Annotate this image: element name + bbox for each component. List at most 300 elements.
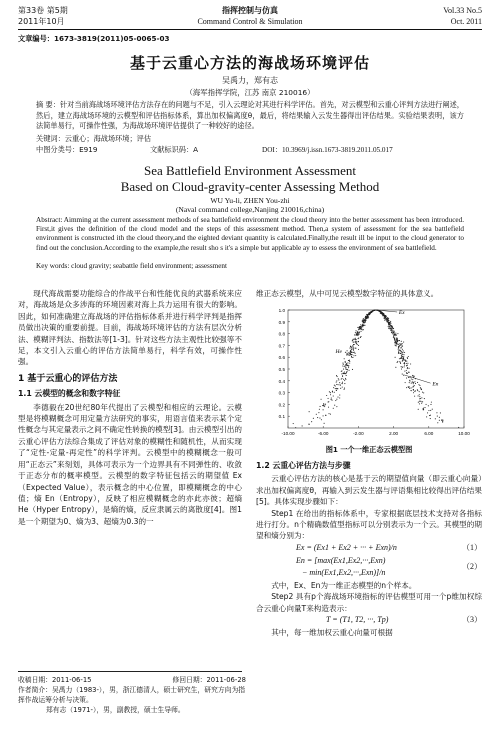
section-1-2-paragraph: 云重心评估方法的核心是基于云的期望值向量（即云重心向量）求出加权偏离度θ，再输入到云发生器与评语集相比较得出评估结果[5]。具体实现步骤如下： — [256, 474, 482, 507]
cloud-drop — [302, 425, 303, 426]
cloud-drop — [396, 342, 397, 343]
cloud-drop — [401, 352, 402, 353]
cloud-drop — [295, 427, 296, 428]
cloud-drop — [353, 355, 354, 356]
plot-frame — [288, 310, 464, 428]
paper-title-cn: 基于云重心方法的海战场环境评估 — [129, 54, 370, 72]
author-info-2: 郑有志（1971-），男，副教授，硕士生导师。 — [46, 706, 185, 714]
cloud-drop — [397, 362, 398, 363]
cloud-drop — [399, 358, 400, 359]
y-tick-label: 0.4 — [278, 378, 285, 384]
cloud-drop — [407, 367, 408, 368]
cloud-drop — [432, 409, 433, 410]
cloud-drop — [393, 333, 394, 334]
equation-2-line-2 — [256, 561, 482, 580]
cloud-drop — [396, 345, 397, 346]
cloud-drop — [338, 379, 339, 380]
equation-1 — [256, 542, 482, 555]
figure-intro-text: 维正态云模型，从中可见云模型数字特征的具体意义。 — [256, 289, 439, 298]
cloud-drop — [293, 423, 294, 424]
cloud-drop — [351, 347, 352, 348]
cloud-drop — [418, 402, 419, 403]
cloud-drop — [346, 375, 347, 376]
cloud-drop — [409, 388, 410, 389]
cloud-drop — [345, 352, 346, 353]
cloud-drop — [402, 361, 403, 362]
cloud-drop — [348, 367, 349, 368]
cloud-drop — [411, 387, 412, 388]
cloud-drop — [347, 350, 348, 351]
cloud-drop — [321, 419, 322, 420]
cloud-drop — [360, 336, 361, 337]
received-date: 收稿日期：2011-06-15 — [18, 676, 92, 684]
cloud-drop — [345, 368, 346, 369]
cloud-drop — [366, 318, 367, 319]
cloud-drop — [347, 365, 348, 366]
cloud-drop — [347, 362, 348, 363]
cloud-drop — [404, 365, 405, 366]
cloud-drop — [385, 316, 386, 317]
cloud-drop — [364, 320, 365, 321]
intro-paragraph: 现代海战需要功能综合的作战平台和性能优良的武器系统来应对，海战场是众多涉海的环境因素对海上兵力运用有很大的影响。因此，如何准确建立海战场的评估指标体系并进行科学评判是指挥员做出决策的重要前提。目前，海战场环境评估的方法有层次分析法、模糊评判法、指数法等[1-3]。针对这些方法主观性比较强等不足，本文引入云重心的评估方法简单易行，科学有效，可操作性强。 — [18, 289, 242, 367]
cloud-drop — [334, 392, 335, 393]
cloud-drop — [382, 313, 383, 314]
cloud-drop — [350, 351, 351, 352]
y-tick-label: 0.3 — [278, 390, 285, 396]
cloud-drop — [402, 374, 403, 375]
cloud-drop — [402, 354, 403, 355]
cloud-drop — [419, 401, 420, 402]
cloud-drop — [403, 359, 404, 360]
cloud-drop — [359, 332, 360, 333]
volume-en: Vol.33 No.5 — [443, 6, 482, 15]
cloud-drop — [371, 312, 372, 313]
cloud-drop — [345, 364, 346, 365]
cloud-drop — [354, 339, 355, 340]
cloud-drop — [330, 392, 331, 393]
cloud-drop — [336, 384, 337, 385]
y-tick-label: 0.8 — [278, 331, 285, 337]
cloud-drop — [353, 346, 354, 347]
cloud-drop — [395, 340, 396, 341]
equation-2-body-a: En = [max(Ex1,Ex2,···,Exn) — [296, 555, 386, 565]
cloud-drop — [431, 402, 432, 403]
cloud-drop — [323, 415, 324, 416]
section-1-1-paragraph: 李德毅在20世纪80年代提出了云模型和相应的云理论。云模型是将模糊概念可用定量方法研究的事实，用语言值来表示某个定性概念与其定量表示之间不确定性转换的模型[3]。由云模型引出的云重心评估方法综合集成了评估对象的模糊性和随机性，从而实现了“定性-定量-再定性”的科学评判。云模型中的模糊概念一般可用“正态云”来刻划，具体可表示为一个边界具有不同弹性的、收敛于正态分布的概率模型。云模型的数字特征包括云的期望值 Ex（Expected Value），表示概念的中心位置，即模糊概念的中心值；熵 En（Entropy），反映了相应模糊概念的亦此亦彼；超熵 He（Hyper Entropy），是熵的熵，反应隶属云的离散度[4]。图1是一个期望为0、熵为3、超熵为0.3的一 — [18, 402, 242, 526]
cloud-drop — [340, 385, 341, 386]
equation-2-body-b: − min(Ex1,Ex2,···,Exn)]/n — [302, 567, 386, 577]
cloud-drop — [353, 350, 354, 351]
cloud-drop — [412, 387, 413, 388]
cloud-drop — [336, 399, 337, 400]
figure-1 — [266, 304, 472, 442]
cloud-drop — [342, 375, 343, 376]
cloud-drop — [355, 355, 356, 356]
formula-note: 式中，Ex、En为一维正态模型的n个样本。 — [271, 580, 417, 590]
cloud-drop — [357, 327, 358, 328]
cloud-drop — [348, 365, 349, 366]
cloud-drop — [401, 347, 402, 348]
cloud-drop — [409, 382, 410, 383]
cloud-drop — [403, 354, 404, 355]
cloud-drop — [402, 352, 403, 353]
y-tick-label: 0.2 — [278, 402, 285, 408]
cloud-drop — [349, 361, 350, 362]
cloud-drop — [357, 335, 358, 336]
paper-title-en-line1: Sea Battlefield Environment Assessment — [144, 163, 356, 178]
cloud-drop — [311, 421, 312, 422]
cloud-drop — [359, 333, 360, 334]
right-column-body — [256, 460, 482, 638]
cloud-drop — [360, 331, 361, 332]
cloud-drop — [357, 344, 358, 345]
cloud-drop — [345, 362, 346, 363]
cloud-drop — [363, 320, 364, 321]
cloud-drop — [335, 388, 336, 389]
y-tick-label: 0.5 — [278, 367, 285, 372]
cloud-drop — [406, 387, 407, 388]
cloud-drop — [383, 315, 384, 316]
cloud-drop — [336, 382, 337, 383]
cloud-drop — [346, 369, 347, 370]
cloud-drop — [338, 384, 339, 385]
cloud-drop — [382, 314, 383, 315]
annotation-en: En — [432, 381, 439, 388]
cloud-drop — [355, 332, 356, 333]
cloud-drop — [412, 381, 413, 382]
cloud-drop — [345, 379, 346, 380]
cloud-drop — [350, 346, 351, 347]
cloud-drop — [319, 418, 320, 419]
cloud-drop — [342, 383, 343, 384]
x-tick-label: -10.00 — [281, 431, 295, 436]
cloud-drop — [394, 339, 395, 340]
date-en: Oct. 2011 — [450, 17, 482, 26]
cloud-drop — [401, 341, 402, 342]
cloud-drop — [428, 410, 429, 411]
cloud-drop — [318, 412, 319, 413]
cloud-drop — [413, 376, 414, 377]
cloud-drop — [379, 311, 380, 312]
cloud-drop — [392, 333, 393, 334]
cloud-drop — [358, 349, 359, 350]
cloud-drop — [422, 392, 423, 393]
cloud-drop — [399, 361, 400, 362]
cloud-drop — [418, 384, 419, 385]
cloud-drop — [409, 380, 410, 381]
cloud-drop — [356, 334, 357, 335]
cloud-drop — [336, 390, 337, 391]
cloud-drop — [458, 427, 459, 428]
cloud-drop — [401, 351, 402, 352]
y-tick-label: 0.6 — [278, 355, 285, 361]
cloud-drop — [321, 399, 322, 400]
cloud-drop — [313, 418, 314, 419]
cloud-drop — [437, 416, 438, 417]
cloud-drop — [335, 385, 336, 386]
cloud-drop — [345, 361, 346, 362]
cloud-drop — [407, 373, 408, 374]
cloud-drop — [333, 387, 334, 388]
cloud-drop — [337, 376, 338, 377]
cloud-drop — [406, 373, 407, 374]
cloud-drop — [406, 363, 407, 364]
cloud-drop — [442, 421, 443, 422]
cloud-drop — [358, 334, 359, 335]
cloud-drop — [362, 329, 363, 330]
cloud-drop — [328, 402, 329, 403]
cloud-drop — [346, 353, 347, 354]
cloud-drop — [341, 370, 342, 371]
cloud-drop — [403, 375, 404, 376]
cloud-drop — [421, 403, 422, 404]
cloud-drop — [440, 412, 441, 413]
cloud-drop — [421, 397, 422, 398]
cloud-drop — [408, 356, 409, 357]
cloud-drop — [428, 405, 429, 406]
cloud-drop — [325, 404, 326, 405]
cloud-drop — [352, 348, 353, 349]
cloud-drop — [339, 395, 340, 396]
x-tick-label: -2.00 — [353, 431, 364, 436]
cloud-drop — [412, 379, 413, 380]
keywords-en: Key words: cloud gravity; seabattle field environment; assessment — [36, 262, 228, 270]
cloud-drop — [419, 398, 420, 399]
cloud-drop — [324, 405, 325, 406]
cloud-drop — [399, 350, 400, 351]
cloud-drop — [373, 310, 374, 311]
cloud-drop — [343, 373, 344, 374]
cloud-drop — [353, 347, 354, 348]
cloud-drop — [395, 333, 396, 334]
cloud-drop — [384, 320, 385, 321]
cloud-drop — [397, 333, 398, 334]
cloud-drop — [342, 382, 343, 383]
cloud-drop — [437, 422, 438, 423]
cloud-drop — [317, 417, 318, 418]
cloud-drop — [337, 397, 338, 398]
cloud-drop — [403, 350, 404, 351]
cloud-drop — [384, 318, 385, 319]
cloud-drop — [336, 375, 337, 376]
keywords-cn: 关键词：云重心；海战场环境；评估 — [36, 134, 152, 143]
cloud-drop — [387, 321, 388, 322]
cloud-drop — [404, 363, 405, 364]
cloud-drop — [400, 358, 401, 359]
date-cn: 2011年10月 — [18, 17, 65, 26]
cloud-drop — [328, 407, 329, 408]
cloud-drop — [442, 420, 443, 421]
cloud-drop — [344, 371, 345, 372]
cloud-drop — [341, 373, 342, 374]
cloud-drop — [330, 394, 331, 395]
cloud-drop — [386, 320, 387, 321]
cloud-drop — [414, 396, 415, 397]
cloud-drop — [399, 340, 400, 341]
cloud-drop — [413, 389, 414, 390]
cloud-drop — [354, 352, 355, 353]
cloud-drop — [406, 361, 407, 362]
cloud-drop — [402, 343, 403, 344]
cloud-drop — [334, 385, 335, 386]
cloud-drop — [367, 316, 368, 317]
cloud-drop — [351, 346, 352, 347]
cloud-drop — [406, 377, 407, 378]
equation-3-number: （3） — [462, 615, 482, 625]
cloud-drop — [403, 341, 404, 342]
cloud-drop — [419, 385, 420, 386]
cloud-drop — [419, 396, 420, 397]
cloud-drop — [355, 330, 356, 331]
cloud-drop — [419, 403, 420, 404]
section-1-1-heading: 1.1 云模型的概念和数字特征 — [18, 389, 121, 399]
cloud-drop — [389, 326, 390, 327]
cloud-drop — [391, 328, 392, 329]
cloud-drop — [367, 315, 368, 316]
cloud-drop — [388, 326, 389, 327]
cloud-drop — [419, 394, 420, 395]
cloud-drop — [413, 383, 414, 384]
cloud-drop — [388, 318, 389, 319]
cloud-drop — [400, 363, 401, 364]
cloud-drop — [408, 377, 409, 378]
cloud-drop — [355, 341, 356, 342]
cloud-drop — [363, 329, 364, 330]
cloud-drop — [407, 368, 408, 369]
cloud-drop — [418, 409, 419, 410]
cloud-drop — [353, 352, 354, 353]
cloud-drop — [361, 328, 362, 329]
cloud-drop — [398, 349, 399, 350]
cloud-drop — [345, 378, 346, 379]
cloud-drop — [362, 324, 363, 325]
cloud-drop — [324, 406, 325, 407]
cloud-drop — [426, 404, 427, 405]
cloud-drop — [346, 364, 347, 365]
cloud-drop — [349, 348, 350, 349]
section-1-2-heading: 1.2 云重心评估方法与步骤 — [256, 461, 351, 470]
cloud-drop — [349, 370, 350, 371]
cloud-drop — [406, 370, 407, 371]
cloud-drop — [392, 328, 393, 329]
paper-title-en-line2: Based on Cloud-gravity-center Assessing Method — [120, 179, 380, 194]
cloud-drop — [360, 324, 361, 325]
cloud-drop — [356, 343, 357, 344]
cloud-drop — [396, 343, 397, 344]
cloud-drop — [423, 392, 424, 393]
cloud-drop — [346, 363, 347, 364]
cloud-drop — [356, 333, 357, 334]
volume-cn: 第33卷 第5期 — [18, 6, 68, 15]
cloud-drop — [334, 405, 335, 406]
cloud-drop — [354, 341, 355, 342]
cloud-drop — [372, 311, 373, 312]
cloud-drop — [360, 337, 361, 338]
cloud-drop — [390, 330, 391, 331]
cloud-drop — [325, 415, 326, 416]
cloud-drop — [441, 420, 442, 421]
cloud-drop — [340, 388, 341, 389]
cloud-drop — [429, 415, 430, 416]
cloud-drop — [404, 366, 405, 367]
cloud-drop — [417, 382, 418, 383]
cloud-drop — [404, 371, 405, 372]
equation-1-number: （1） — [462, 542, 482, 552]
cloud-drop — [331, 399, 332, 400]
footnote-rule — [18, 671, 242, 672]
cloud-drop — [383, 314, 384, 315]
affiliation-cn: （海军指挥学院，江苏 南京 210016） — [185, 88, 315, 97]
right-column-top — [256, 288, 482, 299]
cloud-drop — [386, 319, 387, 320]
last-paragraph: 其中，每一维加权云重心向量可根据 — [271, 628, 393, 638]
cloud-drop — [394, 342, 395, 343]
cloud-drop — [344, 383, 345, 384]
y-tick-label: 0.7 — [278, 343, 285, 349]
cloud-drop — [398, 347, 399, 348]
cloud-drop — [401, 358, 402, 359]
cloud-drop — [354, 334, 355, 335]
y-tick-label: 1.0 — [278, 308, 285, 313]
cloud-drop — [413, 392, 414, 393]
cloud-drop — [401, 369, 402, 370]
cloud-drop — [320, 406, 321, 407]
authors-en: WU Yu-li, ZHEN You-zhi — [210, 196, 290, 205]
cloud-drop — [365, 316, 366, 317]
cloud-drop — [395, 367, 396, 368]
cloud-drop — [358, 329, 359, 330]
cloud-drop — [399, 353, 400, 354]
cloud-drop — [402, 349, 403, 350]
cloud-drop — [355, 338, 356, 339]
abstract-en: Abstract: Aimming at the current assessment methods of sea battlefield environment the cloud theory into the better assessment has been introduced. First,it gives the definition of the cloud model and the steps of this assessment method. Then,a system of assessment for the sea battlefield environment is constructed ith the cloud theory,and the eighted deviant quantity is calculated.Finally,the result ill be input to the cloud generator to find out the conclusion.According to the example,the result sho s it's a simple but applicable ay to essess the environment of sea battlefield. — [36, 216, 464, 252]
cloud-drop — [397, 361, 398, 362]
cloud-drop — [339, 397, 340, 398]
cloud-drop — [350, 353, 351, 354]
cloud-drop — [333, 408, 334, 409]
cloud-drop — [422, 401, 423, 402]
cloud-drop — [336, 388, 337, 389]
cloud-drop — [351, 349, 352, 350]
equation-3-body: T = (T1, T2, ···, Tp) — [326, 615, 389, 625]
cloud-drop — [362, 326, 363, 327]
cloud-drop — [420, 401, 421, 402]
cloud-drop — [341, 379, 342, 380]
cloud-drop — [330, 414, 331, 415]
clc-number: 中图分类号：E919 — [36, 145, 98, 154]
cloud-drop — [342, 365, 343, 366]
cloud-drop — [344, 389, 345, 390]
x-tick-label: 6.00 — [424, 431, 434, 436]
cloud-drop — [430, 418, 431, 419]
cloud-drop — [339, 382, 340, 383]
cloud-drop — [358, 341, 359, 342]
cloud-drop — [391, 325, 392, 326]
cloud-drop — [410, 390, 411, 391]
cloud-drop — [430, 404, 431, 405]
cloud-drop — [409, 386, 410, 387]
cloud-drop — [439, 420, 440, 421]
cloud-drop — [323, 409, 324, 410]
cloud-drop — [347, 353, 348, 354]
cloud-drop — [439, 417, 440, 418]
step2-paragraph: Step2 具有p个海战场环境指标的评估模型可用一个p维加权综合云重心向量T来构造表示： — [256, 592, 482, 613]
cloud-drop — [367, 318, 368, 319]
cloud-drop — [411, 378, 412, 379]
cloud-drop — [333, 395, 334, 396]
cloud-drop — [406, 365, 407, 366]
article-number: 文章编号：1673-3819(2011)05-0065-03 — [18, 34, 170, 43]
